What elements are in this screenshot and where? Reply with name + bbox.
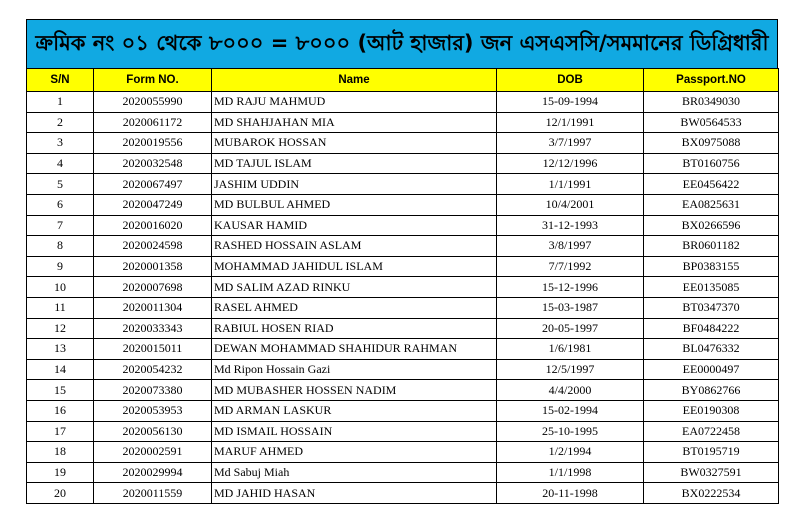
table-row bbox=[27, 359, 779, 380]
table-row bbox=[27, 442, 779, 463]
cell-sn: 16 bbox=[27, 400, 94, 421]
cell-passport-no: EE0135085 bbox=[644, 277, 779, 298]
cell-name: MD SALIM AZAD RINKU bbox=[212, 277, 497, 298]
table-row bbox=[27, 236, 779, 257]
cell-sn: 13 bbox=[27, 339, 94, 360]
cell-sn: 14 bbox=[27, 359, 94, 380]
sheet-title: ক্রমিক নং ০১ থেকে ৮০০০ = ৮০০০ (আট হাজার) জন এসএসসি/সমমানের ডিগ্রিধারী bbox=[26, 19, 778, 68]
cell-form-no: 2020001358 bbox=[94, 256, 212, 277]
cell-passport-no: BT0160756 bbox=[644, 153, 779, 174]
cell-name: MD SHAHJAHAN MIA bbox=[212, 112, 497, 133]
cell-name: MOHAMMAD JAHIDUL ISLAM bbox=[212, 256, 497, 277]
cell-dob: 12/12/1996 bbox=[497, 153, 644, 174]
cell-dob: 15-12-1996 bbox=[497, 277, 644, 298]
cell-dob: 15-09-1994 bbox=[497, 92, 644, 113]
cell-sn: 12 bbox=[27, 318, 94, 339]
cell-sn: 18 bbox=[27, 442, 94, 463]
cell-dob: 15-02-1994 bbox=[497, 400, 644, 421]
cell-form-no: 2020055990 bbox=[94, 92, 212, 113]
table-row bbox=[27, 256, 779, 277]
cell-dob: 31-12-1993 bbox=[497, 215, 644, 236]
table-row bbox=[27, 483, 779, 504]
table-row bbox=[27, 194, 779, 215]
cell-dob: 25-10-1995 bbox=[497, 421, 644, 442]
cell-sn: 4 bbox=[27, 153, 94, 174]
cell-sn: 7 bbox=[27, 215, 94, 236]
cell-form-no: 2020053953 bbox=[94, 400, 212, 421]
cell-sn: 6 bbox=[27, 194, 94, 215]
table-body bbox=[27, 92, 779, 504]
cell-name: KAUSAR HAMID bbox=[212, 215, 497, 236]
table-row bbox=[27, 112, 779, 133]
cell-name: DEWAN MOHAMMAD SHAHIDUR RAHMAN bbox=[212, 339, 497, 360]
cell-sn: 20 bbox=[27, 483, 94, 504]
cell-name: MD TAJUL ISLAM bbox=[212, 153, 497, 174]
cell-passport-no: BT0195719 bbox=[644, 442, 779, 463]
cell-passport-no: BF0484222 bbox=[644, 318, 779, 339]
cell-form-no: 2020033343 bbox=[94, 318, 212, 339]
cell-sn: 15 bbox=[27, 380, 94, 401]
cell-passport-no: EE0190308 bbox=[644, 400, 779, 421]
cell-form-no: 2020054232 bbox=[94, 359, 212, 380]
cell-dob: 12/1/1991 bbox=[497, 112, 644, 133]
cell-form-no: 2020067497 bbox=[94, 174, 212, 195]
cell-dob: 3/8/1997 bbox=[497, 236, 644, 257]
table-row bbox=[27, 462, 779, 483]
cell-passport-no: BT0347370 bbox=[644, 297, 779, 318]
cell-passport-no: BW0327591 bbox=[644, 462, 779, 483]
table-row bbox=[27, 421, 779, 442]
cell-form-no: 2020047249 bbox=[94, 194, 212, 215]
cell-form-no: 2020056130 bbox=[94, 421, 212, 442]
cell-passport-no: EA0825631 bbox=[644, 194, 779, 215]
cell-form-no: 2020019556 bbox=[94, 133, 212, 154]
cell-name: Md Sabuj Miah bbox=[212, 462, 497, 483]
header-name: Name bbox=[212, 69, 497, 92]
cell-passport-no: EE0456422 bbox=[644, 174, 779, 195]
cell-passport-no: BX0266596 bbox=[644, 215, 779, 236]
cell-sn: 5 bbox=[27, 174, 94, 195]
table-row bbox=[27, 380, 779, 401]
table-row bbox=[27, 153, 779, 174]
table-header-row bbox=[27, 69, 779, 92]
cell-name: MD ARMAN LASKUR bbox=[212, 400, 497, 421]
cell-passport-no: BP0383155 bbox=[644, 256, 779, 277]
cell-sn: 9 bbox=[27, 256, 94, 277]
cell-sn: 17 bbox=[27, 421, 94, 442]
cell-name: Md Ripon Hossain Gazi bbox=[212, 359, 497, 380]
cell-dob: 7/7/1992 bbox=[497, 256, 644, 277]
cell-name: RABIUL HOSEN RIAD bbox=[212, 318, 497, 339]
cell-form-no: 2020029994 bbox=[94, 462, 212, 483]
table-row bbox=[27, 318, 779, 339]
cell-passport-no: BL0476332 bbox=[644, 339, 779, 360]
cell-dob: 20-11-1998 bbox=[497, 483, 644, 504]
cell-sn: 1 bbox=[27, 92, 94, 113]
cell-name: MUBAROK HOSSAN bbox=[212, 133, 497, 154]
cell-name: MD ISMAIL HOSSAIN bbox=[212, 421, 497, 442]
cell-form-no: 2020007698 bbox=[94, 277, 212, 298]
cell-name: MD RAJU MAHMUD bbox=[212, 92, 497, 113]
cell-dob: 1/6/1981 bbox=[497, 339, 644, 360]
table-row bbox=[27, 92, 779, 113]
cell-passport-no: BX0222534 bbox=[644, 483, 779, 504]
cell-sn: 10 bbox=[27, 277, 94, 298]
table-row bbox=[27, 297, 779, 318]
table-row bbox=[27, 174, 779, 195]
cell-dob: 1/1/1998 bbox=[497, 462, 644, 483]
cell-form-no: 2020011304 bbox=[94, 297, 212, 318]
header-form-no: Form NO. bbox=[94, 69, 212, 92]
table-row bbox=[27, 277, 779, 298]
cell-name: RASHED HOSSAIN ASLAM bbox=[212, 236, 497, 257]
table-row bbox=[27, 400, 779, 421]
cell-form-no: 2020002591 bbox=[94, 442, 212, 463]
cell-form-no: 2020016020 bbox=[94, 215, 212, 236]
cell-sn: 3 bbox=[27, 133, 94, 154]
cell-name: MD JAHID HASAN bbox=[212, 483, 497, 504]
cell-passport-no: EE0000497 bbox=[644, 359, 779, 380]
cell-form-no: 2020011559 bbox=[94, 483, 212, 504]
cell-dob: 12/5/1997 bbox=[497, 359, 644, 380]
cell-form-no: 2020073380 bbox=[94, 380, 212, 401]
cell-form-no: 2020032548 bbox=[94, 153, 212, 174]
table-row bbox=[27, 215, 779, 236]
header-dob: DOB bbox=[497, 69, 644, 92]
cell-dob: 15-03-1987 bbox=[497, 297, 644, 318]
candidate-table bbox=[26, 68, 779, 504]
cell-form-no: 2020024598 bbox=[94, 236, 212, 257]
cell-passport-no: BR0349030 bbox=[644, 92, 779, 113]
cell-sn: 19 bbox=[27, 462, 94, 483]
table-row bbox=[27, 339, 779, 360]
cell-dob: 10/4/2001 bbox=[497, 194, 644, 215]
cell-form-no: 2020061172 bbox=[94, 112, 212, 133]
cell-form-no: 2020015011 bbox=[94, 339, 212, 360]
cell-sn: 8 bbox=[27, 236, 94, 257]
cell-passport-no: BR0601182 bbox=[644, 236, 779, 257]
table-row bbox=[27, 133, 779, 154]
cell-dob: 1/1/1991 bbox=[497, 174, 644, 195]
header-sn: S/N bbox=[27, 69, 94, 92]
cell-passport-no: BW0564533 bbox=[644, 112, 779, 133]
cell-passport-no: BY0862766 bbox=[644, 380, 779, 401]
header-passport-no: Passport.NO bbox=[644, 69, 779, 92]
cell-sn: 11 bbox=[27, 297, 94, 318]
cell-name: RASEL AHMED bbox=[212, 297, 497, 318]
cell-name: JASHIM UDDIN bbox=[212, 174, 497, 195]
cell-dob: 3/7/1997 bbox=[497, 133, 644, 154]
cell-dob: 20-05-1997 bbox=[497, 318, 644, 339]
cell-dob: 4/4/2000 bbox=[497, 380, 644, 401]
cell-name: MD BULBUL AHMED bbox=[212, 194, 497, 215]
cell-passport-no: EA0722458 bbox=[644, 421, 779, 442]
cell-dob: 1/2/1994 bbox=[497, 442, 644, 463]
cell-name: MD MUBASHER HOSSEN NADIM bbox=[212, 380, 497, 401]
candidate-list-sheet bbox=[26, 19, 778, 504]
cell-name: MARUF AHMED bbox=[212, 442, 497, 463]
cell-sn: 2 bbox=[27, 112, 94, 133]
cell-passport-no: BX0975088 bbox=[644, 133, 779, 154]
